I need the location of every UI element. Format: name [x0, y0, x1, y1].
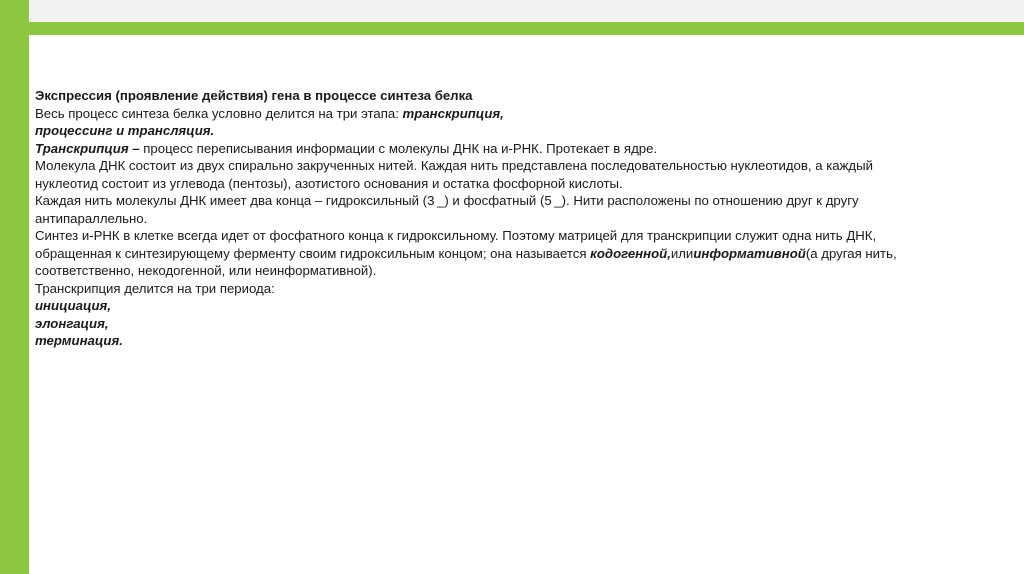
- period-initiation: инициация,: [35, 298, 111, 313]
- left-accent-bar: [0, 0, 29, 574]
- slide-content: [35, 87, 1020, 350]
- transcription-def-text: процесс переписывания информации с молекулы ДНК на и-РНК. Протекает в ядре.: [139, 140, 658, 156]
- period-termination: терминация.: [35, 333, 123, 348]
- dna-structure-line-1: Молекула ДНК состоит из двух спирально закрученных нитей. Каждая нить представлена последовательностью нуклеотидов, а каждый: [35, 158, 873, 173]
- stage-processing-translation: процессинг и трансляция.: [35, 123, 215, 138]
- dna-ends-line-1: Каждая нить молекулы ДНК имеет два конца – гидроксильный (3 _) и фосфатный (5 _). Нити расположены по отношению друг к другу: [35, 193, 859, 208]
- top-gray-strip: [29, 0, 1024, 22]
- mrna-text-a: обращенная к синтезирующему ферменту своим гидроксильным концом; она называется: [35, 245, 591, 261]
- mrna-synthesis-line-2: [35, 245, 1020, 263]
- stage-transcription: транскрипция,: [402, 105, 504, 121]
- slide-title: Экспрессия (проявление действия) гена в процессе синтеза белка: [35, 88, 473, 103]
- mrna-synthesis-line-1: Синтез и-РНК в клетке всегда идет от фосфатного конца к гидроксильному. Поэтому матрицей для транскрипции служит одна нить ДНК,: [35, 228, 877, 243]
- term-informative: информативной: [693, 245, 806, 261]
- paragraph-stages: [35, 105, 1020, 123]
- dna-structure-line-2: нуклеотид состоит из углевода (пентозы), азотистого основания и остатка фосфорной кислоты.: [35, 175, 623, 191]
- mrna-synthesis-line-3: соответственно, некодогенной, или неинформативной).: [35, 263, 377, 278]
- stages-text: Весь процесс синтеза белка условно делится на три этапа:: [35, 105, 403, 121]
- mrna-text-c: (а другая нить,: [805, 245, 897, 261]
- paragraph-transcription-def: [35, 140, 1020, 158]
- period-elongation: элонгация,: [35, 315, 109, 331]
- term-codogenic: кодогенной,: [590, 245, 671, 261]
- term-transcription: Транскрипция –: [35, 140, 140, 156]
- periods-intro: Транскрипция делится на три периода:: [35, 280, 275, 296]
- dna-ends-line-2: антипараллельно.: [35, 210, 148, 226]
- mrna-text-or: или: [670, 245, 694, 261]
- top-accent-bar: [29, 22, 1024, 35]
